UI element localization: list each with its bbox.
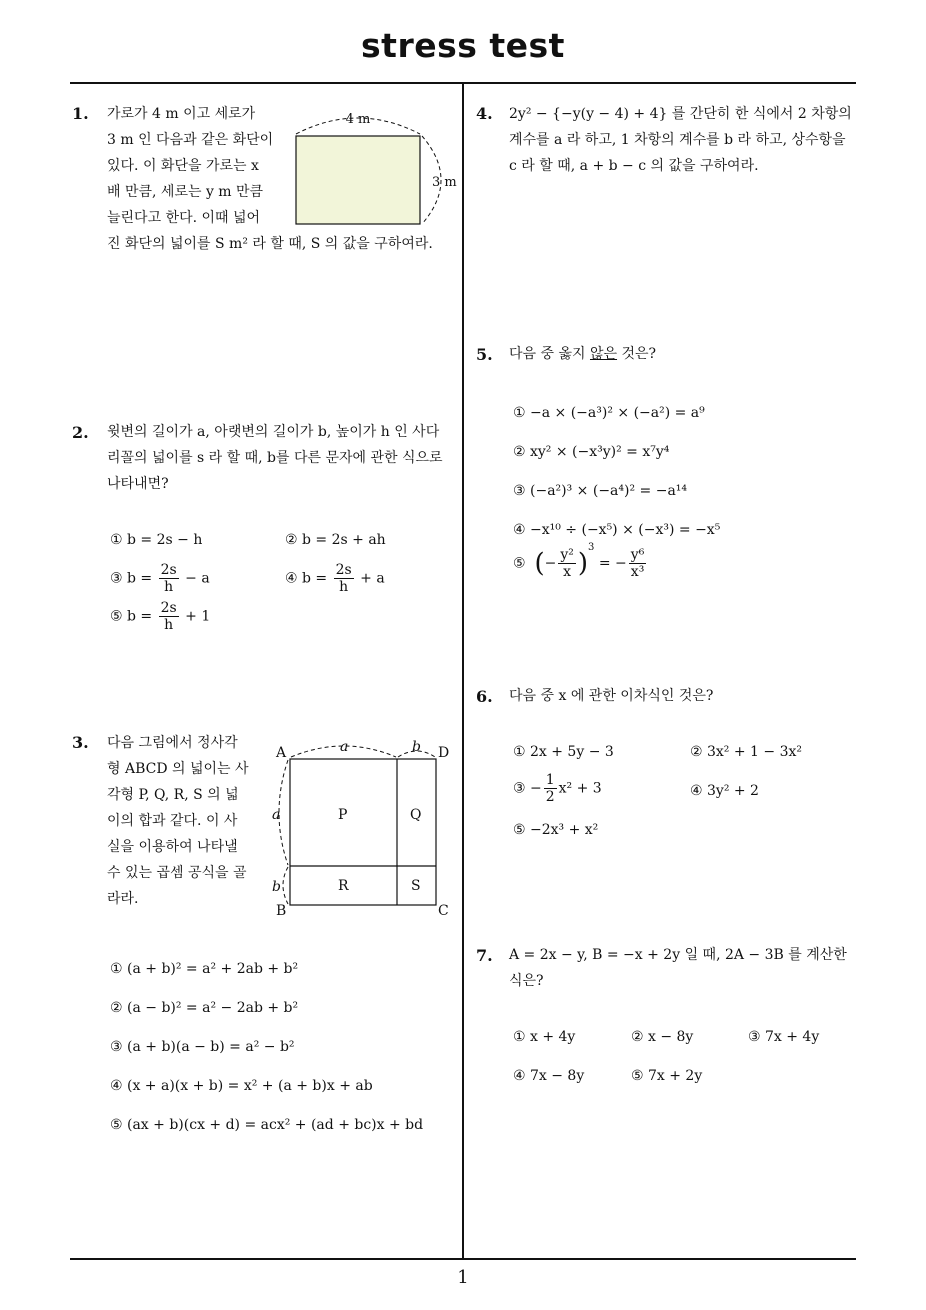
- vertex-b: B: [276, 903, 287, 919]
- region-s: S: [411, 878, 421, 894]
- question-text-pre: 다음 중 옳지: [509, 346, 590, 362]
- question-text-line: c 라 할 때, a + b − c 의 값을 구하여라.: [509, 158, 759, 174]
- choice-4[interactable]: ④ 3y² + 2: [690, 783, 759, 799]
- choice-3[interactable]: [513, 772, 602, 805]
- side-b-arc: [283, 867, 288, 904]
- flowerbed-figure: [290, 106, 460, 236]
- question-text: [509, 341, 656, 367]
- question-number: 3.: [72, 733, 89, 752]
- choice-2[interactable]: ② x − 8y: [631, 1029, 694, 1045]
- choice-prefix: ③ b =: [110, 570, 153, 587]
- numerator: y⁶: [630, 547, 645, 563]
- exponent: 3: [588, 541, 595, 553]
- height-label: 3 m: [432, 175, 457, 190]
- width-label: 4 m: [345, 112, 371, 127]
- question-text-line: 각형 P, Q, R, S 의 넓: [107, 787, 239, 803]
- choice-4[interactable]: ④ (x + a)(x + b) = x² + (a + b)x + ab: [110, 1078, 373, 1094]
- question-text-line: 3 m 인 다음과 같은 화단이: [107, 132, 274, 148]
- question-number: 5.: [476, 345, 493, 364]
- question-text-line: 배 만큼, 세로는 y m 만큼: [107, 184, 264, 200]
- choice-5[interactable]: [110, 600, 210, 633]
- choice-1[interactable]: ① 2x + 5y − 3: [513, 744, 614, 760]
- choice-2[interactable]: ② xy² × (−x³y)² = x⁷y⁴: [513, 444, 670, 460]
- fraction: [629, 547, 647, 580]
- numerator: 1: [545, 772, 555, 788]
- page-title: stress test: [361, 26, 565, 65]
- choice-prefix: ⑤ b =: [110, 608, 153, 625]
- choice-suffix: + 1: [185, 608, 211, 625]
- choice-5[interactable]: ⑤ (− $\frac{\text{y²}}{x}$ )$^3$ = − $\frac{\text{y⁶}}{\text{x³}}$: [513, 541, 645, 580]
- column-divider: [462, 83, 464, 1258]
- choice-3[interactable]: ③ 7x + 4y: [748, 1029, 820, 1045]
- denominator: h: [164, 579, 174, 595]
- region-r: R: [338, 878, 349, 894]
- question-number: 4.: [476, 104, 493, 123]
- question-text: 다음 중 x 에 관한 이차식인 것은?: [509, 688, 714, 704]
- question-text-line: A = 2x − y, B = −x + 2y 일 때, 2A − 3B 를 계산한: [509, 947, 847, 963]
- label-b-side: b: [272, 879, 281, 895]
- denominator: h: [339, 579, 349, 595]
- region-p: P: [338, 807, 348, 823]
- choice-5[interactable]: ⑤ 7x + 2y: [631, 1068, 703, 1084]
- flowerbed-rect: [296, 136, 420, 224]
- fraction: [159, 600, 179, 633]
- question-number: 2.: [72, 423, 89, 442]
- left-paren: (: [534, 548, 545, 579]
- choice-1[interactable]: ① x + 4y: [513, 1029, 576, 1045]
- question-number: 7.: [476, 946, 493, 965]
- right-paren: ): [577, 548, 589, 579]
- numerator: 2s: [160, 600, 177, 616]
- denominator: h: [164, 617, 174, 633]
- question-number: 1.: [72, 104, 89, 123]
- choice-prefix: ④ b =: [285, 570, 328, 587]
- choice-2[interactable]: ② b = 2s + ah: [285, 532, 386, 548]
- question-text-line: 나타내면?: [107, 476, 169, 492]
- vertex-d: D: [438, 745, 450, 761]
- fraction: [558, 547, 576, 580]
- label-a-side: a: [272, 807, 281, 823]
- question-text-line: 있다. 이 화단을 가로는 x: [107, 158, 259, 174]
- numerator: 2s: [160, 562, 177, 578]
- choice-mark: ⑤: [513, 555, 526, 572]
- numerator: 2s: [335, 562, 352, 578]
- question-text-line: 수 있는 곱셈 공식을 골: [107, 865, 247, 881]
- square-figure: [268, 735, 458, 920]
- choice-3[interactable]: [110, 562, 210, 595]
- question-text-line: 실을 이용하여 나타낼: [107, 839, 238, 855]
- question-text-line: 윗변의 길이가 a, 아랫변의 길이가 b, 높이가 h 인 사다: [107, 424, 440, 440]
- choice-2[interactable]: ② (a − b)² = a² − 2ab + b²: [110, 1000, 299, 1016]
- choice-3[interactable]: ③ (−a²)³ × (−a⁴)² = −a¹⁴: [513, 483, 688, 499]
- choice-4[interactable]: ④ −x¹⁰ ÷ (−x⁵) × (−x³) = −x⁵: [513, 522, 721, 538]
- question-text-post: 것은?: [617, 346, 657, 362]
- choice-1[interactable]: ① −a × (−a³)² × (−a²) = a⁹: [513, 405, 705, 421]
- choice-suffix: + a: [360, 570, 385, 587]
- fraction: [159, 562, 179, 595]
- vertex-a: A: [276, 745, 287, 761]
- choice-suffix: x² + 3: [558, 780, 602, 797]
- choice-5[interactable]: ⑤ (ax + b)(cx + d) = acx² + (ad + bc)x + bd: [110, 1117, 424, 1133]
- choice-4[interactable]: ④ 7x − 8y: [513, 1068, 585, 1084]
- choice-suffix: − a: [185, 570, 210, 587]
- emphasis-underline: 않은: [589, 346, 618, 362]
- question-text-line: 늘린다고 한다. 이때 넓어: [107, 210, 261, 226]
- question-text-line: 리꼴의 넓이를 s 라 할 때, b를 다른 문자에 관한 식으로: [107, 450, 443, 466]
- vertex-c: C: [438, 903, 449, 919]
- question-text-line: 라라.: [107, 891, 139, 907]
- label-a-top: a: [340, 739, 349, 755]
- question-text-line: 계수를 a 라 하고, 1 차항의 계수를 b 라 하고, 상수항을: [509, 132, 846, 148]
- question-text-line: 2y² − {−y(y − 4) + 4} 를 간단히 한 식에서 2 차항의: [509, 106, 852, 122]
- denominator: 2: [545, 789, 555, 805]
- fraction: [334, 562, 354, 595]
- choice-1[interactable]: ① (a + b)² = a² + 2ab + b²: [110, 961, 299, 977]
- page-number: 1: [457, 1267, 469, 1288]
- choice-2[interactable]: ② 3x² + 1 − 3x²: [690, 744, 802, 760]
- denominator: x: [563, 564, 572, 580]
- choice-4[interactable]: [285, 562, 385, 595]
- numerator: y²: [560, 547, 574, 563]
- denominator: x³: [630, 564, 645, 580]
- region-q: Q: [410, 807, 422, 823]
- fraction: [544, 772, 557, 805]
- question-text-line: 이의 합과 같다. 이 사: [107, 813, 238, 829]
- question-text-line: 다음 그림에서 정사각: [107, 735, 238, 751]
- question-text-line: 형 ABCD 의 넓이는 사: [107, 761, 249, 777]
- choice-1[interactable]: ① b = 2s − h: [110, 532, 203, 548]
- question-text-line: 식은?: [509, 973, 544, 989]
- choice-prefix: ③ −: [513, 780, 542, 797]
- question-text-line: 가로가 4 m 이고 세로가: [107, 106, 256, 122]
- label-b-top: b: [412, 739, 421, 755]
- question-text-line: 진 화단의 넓이를 S m² 라 할 때, S 의 값을 구하여라.: [107, 236, 433, 252]
- question-number: 6.: [476, 687, 493, 706]
- choice-3[interactable]: ③ (a + b)(a − b) = a² − b²: [110, 1039, 295, 1055]
- choice-5[interactable]: ⑤ −2x³ + x²: [513, 822, 599, 838]
- footer-rule: [70, 1258, 856, 1260]
